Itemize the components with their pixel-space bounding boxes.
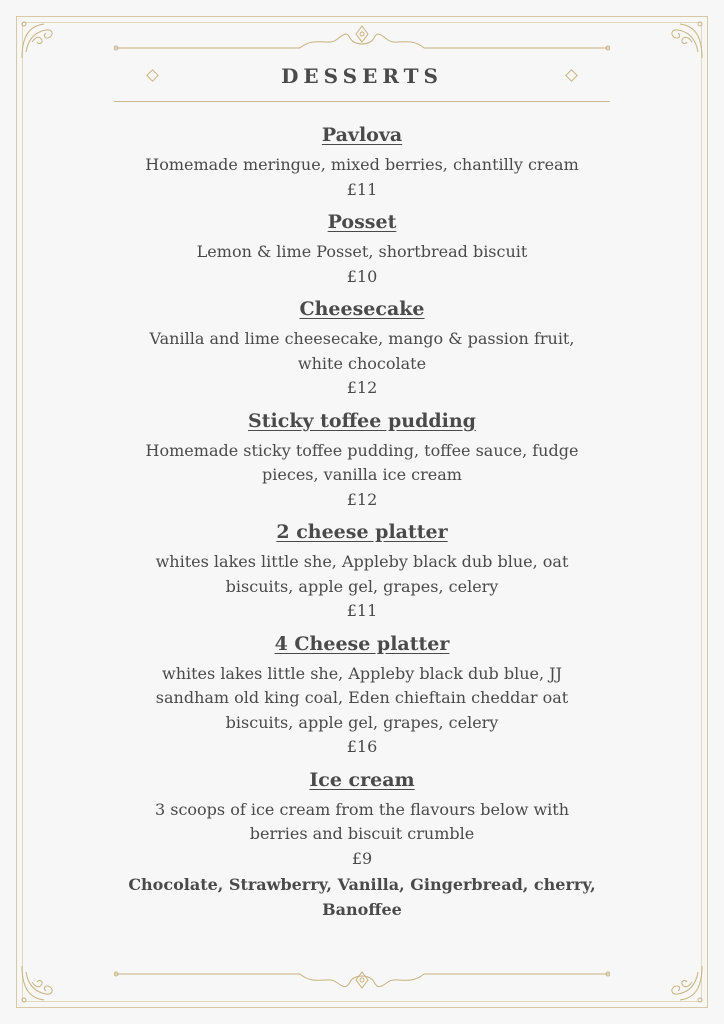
item-price: £12 — [346, 489, 378, 509]
title-divider — [114, 101, 610, 102]
item-price: £16 — [346, 737, 378, 756]
menu-item-cheesecake — [112, 294, 612, 401]
page-title: DESSERTS — [281, 64, 443, 88]
menu-item-2-cheese-platter — [112, 517, 612, 624]
item-price: £11 — [346, 601, 378, 620]
menu-item-posset — [112, 207, 612, 289]
item-description: Homemade meringue, mixed berries, chantilly cream — [145, 155, 579, 174]
item-price: £11 — [346, 179, 378, 199]
item-name: Sticky toffee pudding — [248, 409, 476, 432]
diamond-icon — [565, 69, 578, 82]
item-description: Vanilla and lime cheesecake, mango & passion fruit, white chocolate — [149, 329, 575, 373]
item-description: Homemade sticky toffee pudding, toffee sauce, fudge pieces, vanilla ice cream — [145, 440, 579, 484]
item-price: £10 — [346, 266, 378, 286]
item-name: Posset — [327, 211, 397, 233]
item-description: whites lakes little she, Appleby black dub blue, oat biscuits, apple gel, grapes, celery — [155, 552, 569, 596]
item-description: Lemon & lime Posset, shortbread biscuit — [196, 242, 528, 261]
item-name: Cheesecake — [299, 298, 425, 320]
item-price: £9 — [351, 848, 373, 868]
diamond-icon — [146, 69, 159, 82]
top-flourish-icon — [114, 22, 610, 54]
item-name: Pavlova — [321, 124, 403, 146]
bottom-flourish-icon — [114, 962, 610, 994]
title-row — [140, 58, 584, 94]
item-name: 4 Cheese platter — [274, 632, 450, 655]
menu-item-ice-cream — [112, 765, 612, 923]
item-description: whites lakes little she, Appleby black dub blue, JJ sandham old king coal, Eden chieftain cheddar oat biscuits, apple gel, grapes, celery — [155, 663, 569, 732]
corner-flourish-icon — [18, 18, 62, 62]
corner-flourish-icon — [662, 18, 706, 62]
item-name: Ice cream — [309, 768, 415, 791]
menu-item-pavlova — [112, 120, 612, 202]
corner-flourish-icon — [662, 962, 706, 1006]
menu-item-4-cheese-platter — [112, 629, 612, 760]
item-description: 3 scoops of ice cream from the flavours below with berries and biscuit crumble — [154, 799, 570, 843]
ice-cream-flavours: Chocolate, Strawberry, Vanilla, Gingerbread, cherry, Banoffee — [128, 875, 596, 919]
item-name: 2 cheese platter — [276, 521, 448, 543]
menu-item-sticky-toffee-pudding — [112, 406, 612, 513]
item-price: £12 — [346, 378, 378, 397]
dessert-menu — [112, 120, 612, 922]
corner-flourish-icon — [18, 962, 62, 1006]
